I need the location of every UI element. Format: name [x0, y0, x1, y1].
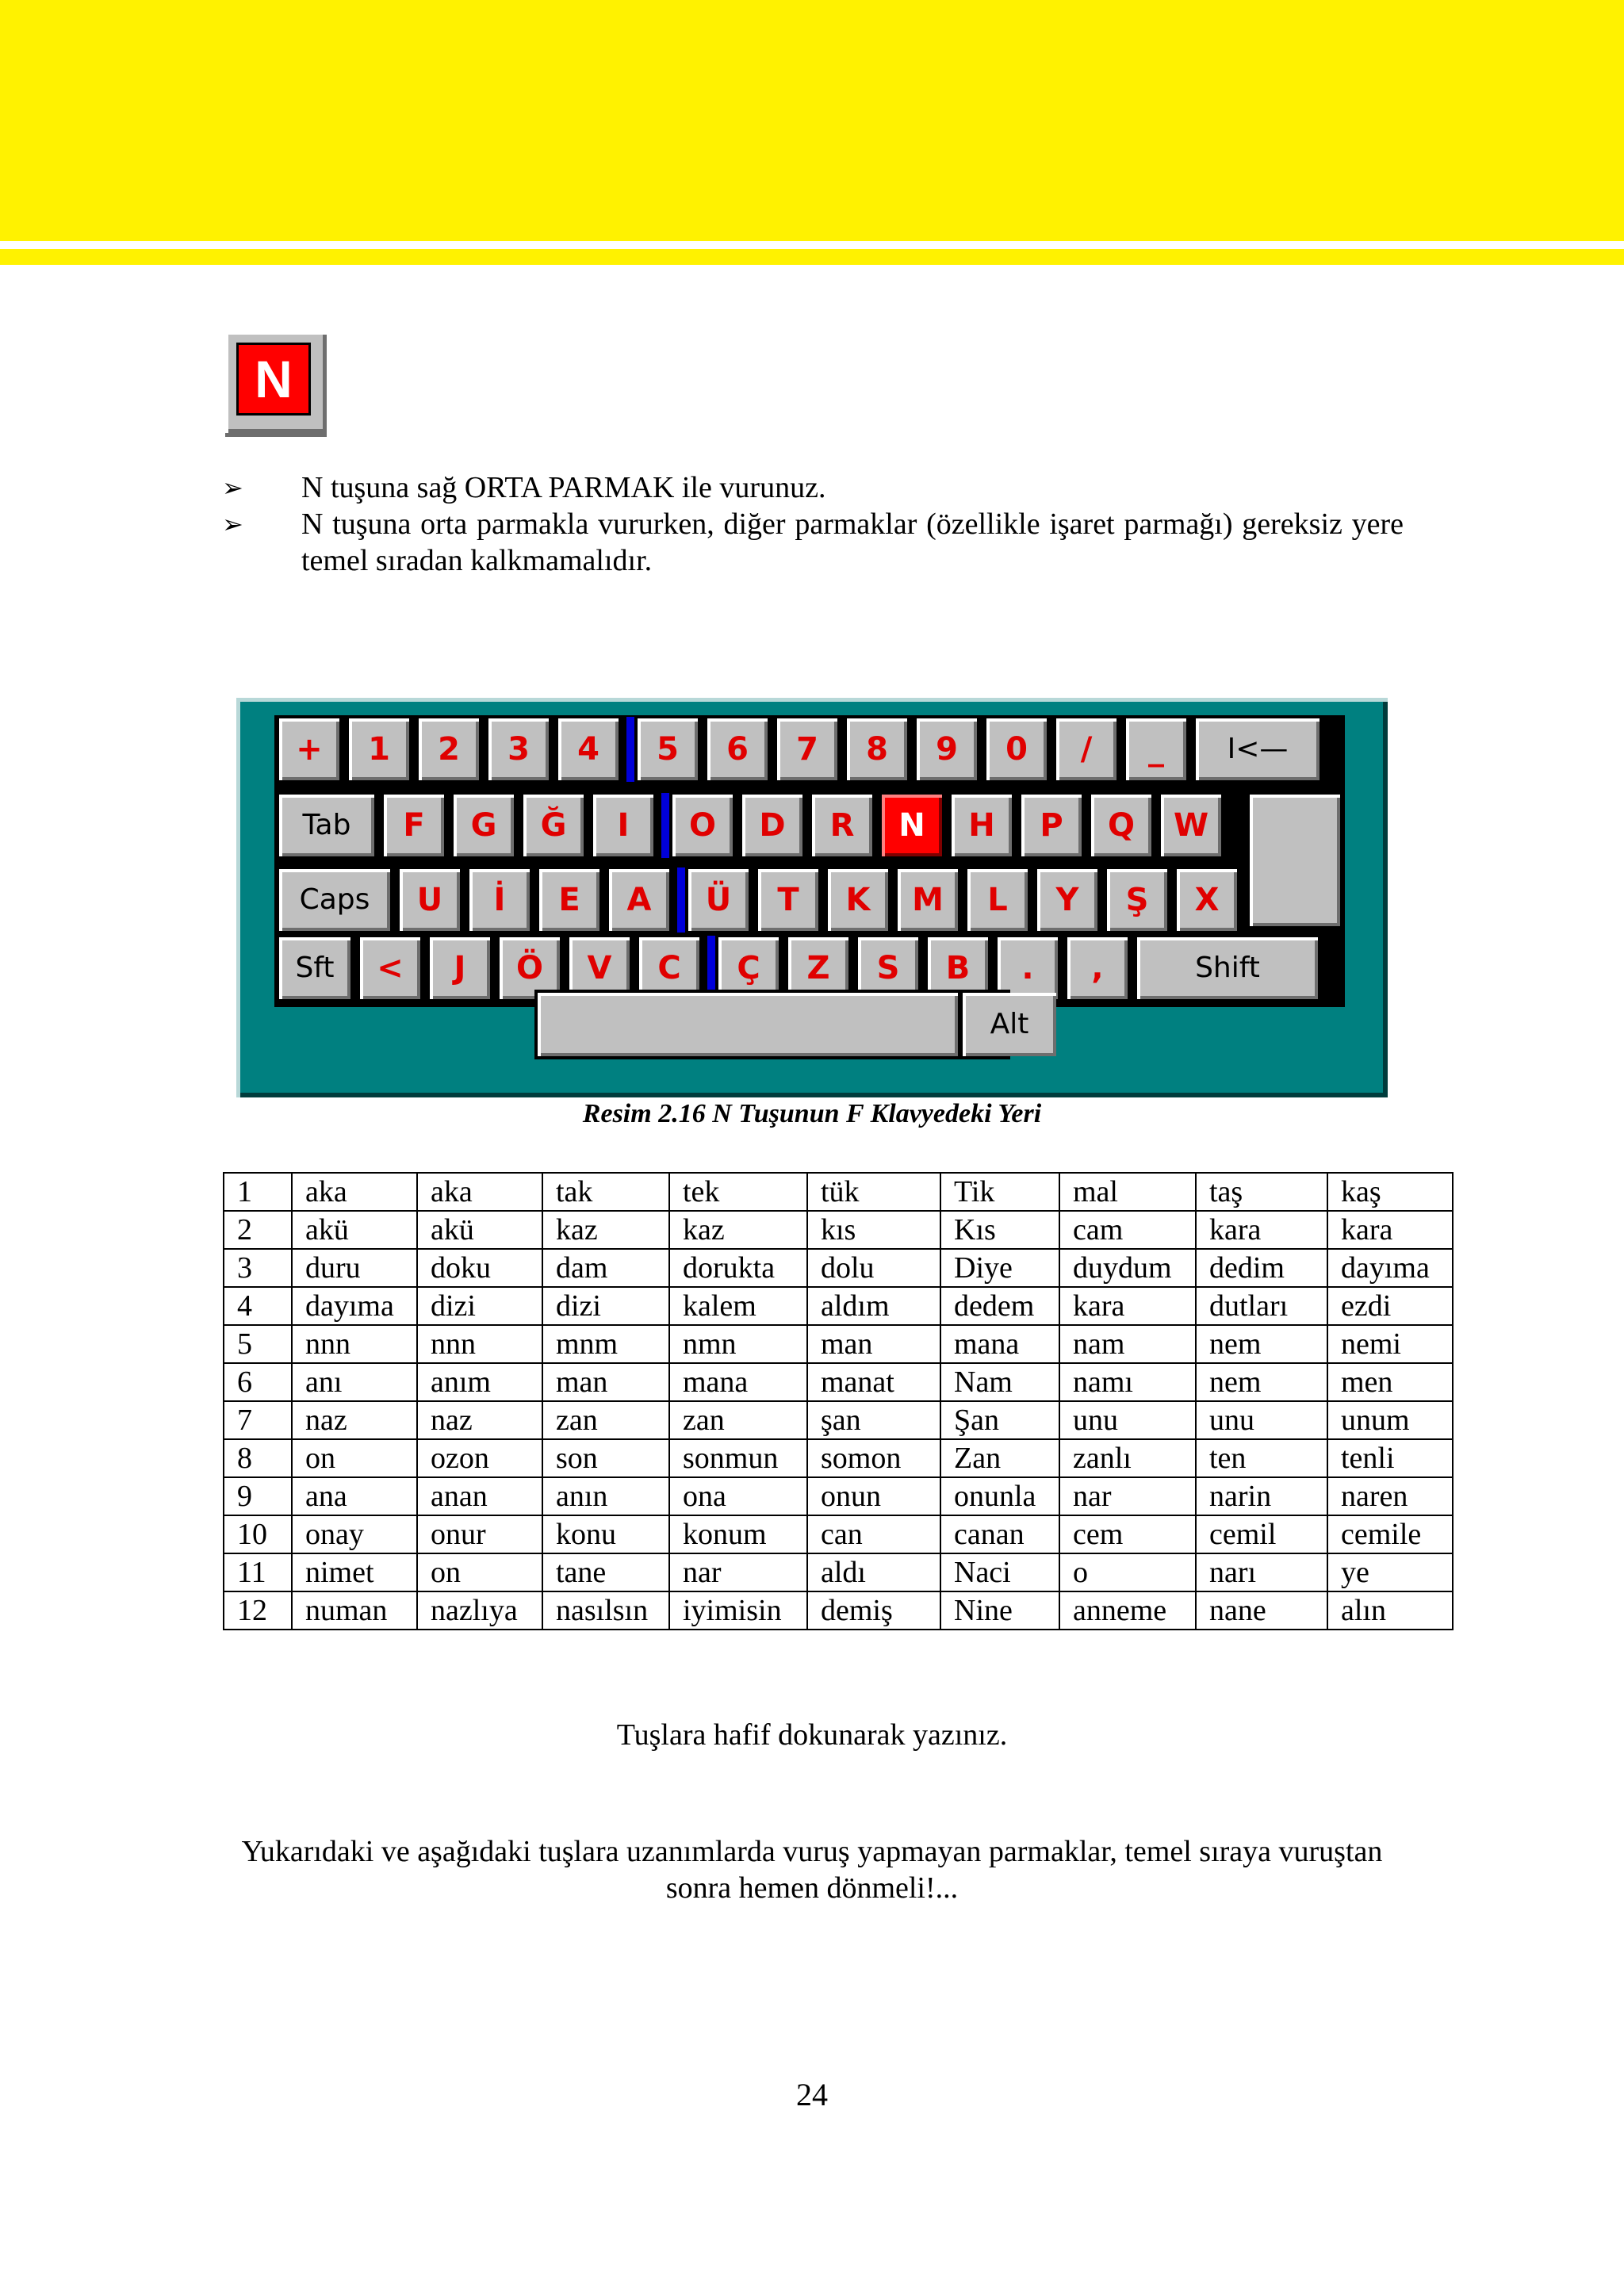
row-number: 10 [224, 1515, 292, 1553]
key-r1-3: 3 [488, 718, 549, 780]
row-number: 9 [224, 1477, 292, 1515]
key-r1-13: I<— [1196, 718, 1320, 780]
word-cell: nar [669, 1553, 807, 1591]
key-r3-11: Ş [1107, 869, 1167, 931]
key-r1-6: 6 [707, 718, 768, 780]
key-r3-8: M [898, 869, 958, 931]
word-cell: kaş [1327, 1173, 1453, 1211]
word-cell: nem [1196, 1325, 1327, 1363]
row-number: 2 [224, 1211, 292, 1249]
word-cell: nimet [292, 1553, 417, 1591]
instruction-text: N tuşuna orta parmakla vururken, diğer parmaklar (özellikle işaret parmağı) gereksiz yere temel sıradan kalkmamalıdır. [301, 507, 1404, 577]
key-r1-12: _ [1126, 718, 1186, 780]
key-r2-3: Ğ [523, 795, 584, 856]
word-cell: dizi [417, 1287, 542, 1325]
word-cell: nar [1059, 1477, 1196, 1515]
word-cell: duydum [1059, 1249, 1196, 1287]
row-number: 5 [224, 1325, 292, 1363]
key-r2-10: P [1021, 795, 1082, 856]
instruction-item [222, 506, 1404, 579]
word-cell: aldı [807, 1553, 940, 1591]
row-number: 8 [224, 1439, 292, 1477]
word-cell: nasılsın [542, 1591, 669, 1630]
keyboard-figure [236, 698, 1388, 1097]
word-cell: narin [1196, 1477, 1327, 1515]
word-cell: cemil [1196, 1515, 1327, 1553]
enter-key [1250, 795, 1340, 926]
word-cell: tak [542, 1173, 669, 1211]
key-r2-5: O [672, 795, 733, 856]
word-cell: mal [1059, 1173, 1196, 1211]
word-cell: manat [807, 1363, 940, 1401]
word-cell: aka [292, 1173, 417, 1211]
word-cell: onay [292, 1515, 417, 1553]
word-cell: anan [417, 1477, 542, 1515]
row-number: 4 [224, 1287, 292, 1325]
word-cell: unu [1196, 1401, 1327, 1439]
table-row [224, 1287, 1453, 1325]
key-r4-10: . [998, 937, 1058, 999]
key-r3-12: X [1177, 869, 1237, 931]
key-sft: Sft [279, 937, 350, 999]
word-cell: unu [1059, 1401, 1196, 1439]
keyboard-keys [274, 715, 1345, 1007]
table-row [224, 1439, 1453, 1477]
word-cell: narı [1196, 1553, 1327, 1591]
key-r2-7: R [812, 795, 872, 856]
key-r3-9: L [967, 869, 1028, 931]
word-cell: man [542, 1363, 669, 1401]
word-cell: dayıma [292, 1287, 417, 1325]
key-r1-1: 1 [349, 718, 409, 780]
word-cell: man [807, 1325, 940, 1363]
word-cell: dorukta [669, 1249, 807, 1287]
word-cell: kara [1327, 1211, 1453, 1249]
space-key [538, 993, 958, 1056]
word-cell: nem [1196, 1363, 1327, 1401]
word-cell: demiş [807, 1591, 940, 1630]
table-row [224, 1591, 1453, 1630]
key-caps: Caps [279, 869, 390, 931]
word-cell: naz [417, 1401, 542, 1439]
word-cell: canan [940, 1515, 1059, 1553]
word-cell: kara [1059, 1287, 1196, 1325]
word-cell: naren [1327, 1477, 1453, 1515]
word-cell: ona [669, 1477, 807, 1515]
row-number: 1 [224, 1173, 292, 1211]
word-cell: onunla [940, 1477, 1059, 1515]
word-cell: nmn [669, 1325, 807, 1363]
word-cell: on [417, 1553, 542, 1591]
table-row [224, 1477, 1453, 1515]
instruction-text: N tuşuna sağ ORTA PARMAK ile vurunuz. [301, 471, 826, 504]
key-r2-6: D [742, 795, 802, 856]
home-row-separator [661, 793, 669, 858]
word-cell: tane [542, 1553, 669, 1591]
finger-note: Yukarıdaki ve aşağıdaki tuşlara uzanımlarda vuruş yapmayan parmaklar, temel sıraya vuruştan sonra hemen dönmeli!... [241, 1835, 1383, 1905]
key-r1-4: 4 [558, 718, 619, 780]
table-row [224, 1325, 1453, 1363]
word-cell: Diye [940, 1249, 1059, 1287]
table-row [224, 1249, 1453, 1287]
word-cell: numan [292, 1591, 417, 1630]
word-cell: anın [542, 1477, 669, 1515]
key-r1-10: 0 [986, 718, 1047, 780]
key-r2-4: I [593, 795, 653, 856]
word-cell: Tik [940, 1173, 1059, 1211]
word-cell: unum [1327, 1401, 1453, 1439]
word-cell: tük [807, 1173, 940, 1211]
key-r4-9: B [928, 937, 988, 999]
word-cell: ozon [417, 1439, 542, 1477]
word-cell: dayıma [1327, 1249, 1453, 1287]
key-r3-7: K [828, 869, 888, 931]
word-cell: onun [807, 1477, 940, 1515]
key-r1-9: 9 [917, 718, 977, 780]
row-number: 12 [224, 1591, 292, 1630]
key-r4-12: Shift [1137, 937, 1318, 999]
word-cell: kıs [807, 1211, 940, 1249]
word-cell: ana [292, 1477, 417, 1515]
header-stripe [0, 249, 1624, 265]
key-r3-2: İ [469, 869, 530, 931]
word-cell: kalem [669, 1287, 807, 1325]
key-r2-1: F [384, 795, 444, 856]
word-cell: doku [417, 1249, 542, 1287]
word-cell: nnn [292, 1325, 417, 1363]
word-cell: kaz [542, 1211, 669, 1249]
word-cell: kara [1196, 1211, 1327, 1249]
word-cell: dolu [807, 1249, 940, 1287]
table-row [224, 1211, 1453, 1249]
key-r1-7: 7 [777, 718, 837, 780]
table-row [224, 1401, 1453, 1439]
word-cell: son [542, 1439, 669, 1477]
arrow-bullet-icon: ➢ [222, 509, 243, 539]
word-cell: Nine [940, 1591, 1059, 1630]
word-cell: Kıs [940, 1211, 1059, 1249]
table-row [224, 1515, 1453, 1553]
word-cell: cem [1059, 1515, 1196, 1553]
word-cell: nane [1196, 1591, 1327, 1630]
word-cell: alın [1327, 1591, 1453, 1630]
instruction-item [222, 469, 1404, 506]
key-r2-8: N [882, 795, 942, 856]
instruction-list [222, 469, 1404, 579]
word-table [223, 1172, 1454, 1630]
word-cell: aka [417, 1173, 542, 1211]
word-cell: cam [1059, 1211, 1196, 1249]
key-r4-2: J [430, 937, 490, 999]
table-row [224, 1363, 1453, 1401]
word-cell: dutları [1196, 1287, 1327, 1325]
alt-key: Alt [963, 993, 1056, 1056]
word-cell: şan [807, 1401, 940, 1439]
word-cell: konu [542, 1515, 669, 1553]
key-r4-8: S [858, 937, 918, 999]
row-number: 11 [224, 1553, 292, 1591]
n-key-icon [225, 331, 327, 433]
key-r3-3: E [539, 869, 599, 931]
key-r1-5: 5 [638, 718, 698, 780]
key-r4-3: Ö [500, 937, 560, 999]
space-row [534, 990, 1029, 1059]
key-r4-7: Z [788, 937, 848, 999]
key-r3-10: Y [1037, 869, 1097, 931]
row-number: 6 [224, 1363, 292, 1401]
word-cell: mana [940, 1325, 1059, 1363]
word-cell: anı [292, 1363, 417, 1401]
word-cell: cemile [1327, 1515, 1453, 1553]
word-cell: men [1327, 1363, 1453, 1401]
word-cell: Şan [940, 1401, 1059, 1439]
key-r3-4: A [609, 869, 669, 931]
key-r2-12: W [1161, 795, 1221, 856]
word-cell: akü [292, 1211, 417, 1249]
word-cell: taş [1196, 1173, 1327, 1211]
word-cell: tenli [1327, 1439, 1453, 1477]
word-cell: naz [292, 1401, 417, 1439]
row-number: 7 [224, 1401, 292, 1439]
word-cell: kaz [669, 1211, 807, 1249]
word-cell: duru [292, 1249, 417, 1287]
word-cell: ten [1196, 1439, 1327, 1477]
word-cell: on [292, 1439, 417, 1477]
home-row-separator [677, 867, 685, 933]
key-r3-1: U [400, 869, 460, 931]
word-cell: ezdi [1327, 1287, 1453, 1325]
word-cell: o [1059, 1553, 1196, 1591]
key-+: + [279, 718, 339, 780]
word-cell: zan [542, 1401, 669, 1439]
word-cell: ye [1327, 1553, 1453, 1591]
word-cell: dedim [1196, 1249, 1327, 1287]
key-r4-4: V [569, 937, 630, 999]
key-r3-5: Ü [688, 869, 749, 931]
word-cell: dam [542, 1249, 669, 1287]
word-cell: mnm [542, 1325, 669, 1363]
table-row [224, 1553, 1453, 1591]
key-r2-11: Q [1091, 795, 1151, 856]
word-cell: somon [807, 1439, 940, 1477]
word-cell: onur [417, 1515, 542, 1553]
word-cell: nazlıya [417, 1591, 542, 1630]
key-r4-11: , [1067, 937, 1128, 999]
arrow-bullet-icon: ➢ [222, 473, 243, 503]
word-cell: dizi [542, 1287, 669, 1325]
key-r3-6: T [758, 869, 818, 931]
word-cell: akü [417, 1211, 542, 1249]
home-row-separator [626, 717, 634, 782]
word-cell: namı [1059, 1363, 1196, 1401]
page-number: 24 [796, 2077, 828, 2112]
key-r1-2: 2 [419, 718, 479, 780]
key-tab: Tab [279, 795, 374, 856]
word-cell: nnn [417, 1325, 542, 1363]
word-cell: zanlı [1059, 1439, 1196, 1477]
key-r4-6: Ç [718, 937, 779, 999]
word-cell: Naci [940, 1553, 1059, 1591]
row-number: 3 [224, 1249, 292, 1287]
word-cell: can [807, 1515, 940, 1553]
key-r4-5: C [639, 937, 699, 999]
figure-caption: Resim 2.16 N Tuşunun F Klavyedeki Yeri [582, 1099, 1042, 1128]
word-cell: mana [669, 1363, 807, 1401]
header-band [0, 0, 1624, 241]
word-cell: sonmun [669, 1439, 807, 1477]
word-cell: dedem [940, 1287, 1059, 1325]
n-key-letter: N [236, 343, 311, 416]
word-cell: anım [417, 1363, 542, 1401]
word-cell: aldım [807, 1287, 940, 1325]
word-cell: nemi [1327, 1325, 1453, 1363]
key-r1-8: 8 [847, 718, 907, 780]
word-cell: konum [669, 1515, 807, 1553]
word-cell: tek [669, 1173, 807, 1211]
key-r4-1: < [360, 937, 420, 999]
word-cell: Zan [940, 1439, 1059, 1477]
key-r1-11: / [1056, 718, 1116, 780]
key-r2-9: H [952, 795, 1012, 856]
word-cell: zan [669, 1401, 807, 1439]
typing-note: Tuşlara hafif dokunarak yazınız. [616, 1718, 1008, 1752]
table-row [224, 1173, 1453, 1211]
word-cell: nam [1059, 1325, 1196, 1363]
word-cell: Nam [940, 1363, 1059, 1401]
word-cell: iyimisin [669, 1591, 807, 1630]
key-r2-2: G [454, 795, 514, 856]
word-cell: anneme [1059, 1591, 1196, 1630]
